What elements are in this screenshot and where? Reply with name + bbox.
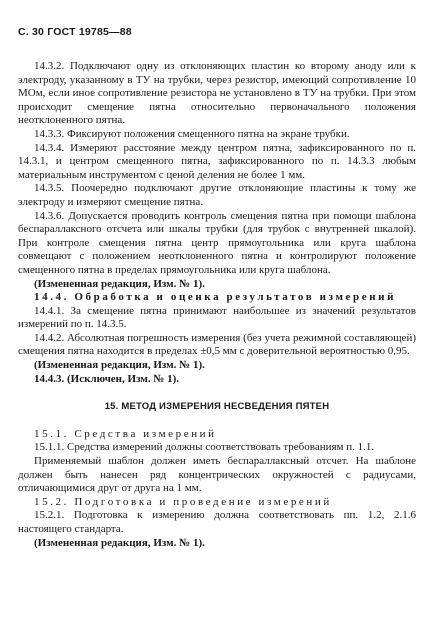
document-body <box>18 60 416 550</box>
subsection-heading-15-1: 15.1. Средства измерений <box>34 427 217 440</box>
paragraph-14-3-5: 14.3.5. Поочередно подключают другие отклоняющие пластины к тому же электроду и измеряют смещение пятна. <box>18 182 416 208</box>
paragraph-15-1-1: 15.1.1. Средства измерений должны соответствовать требованиям п. 1.1. <box>34 441 375 454</box>
paragraph-14-3-4: 14.3.4. Измеряют расстояние между центром пятна, зафиксированного по п. 14.3.1, и центром смещенного пятна, зафиксированного по п. 14.3.3 любым материальным инструментом с ценой деления не более 1 мм. <box>18 141 416 181</box>
amendment-note: (Измененная редакция, Изм. № 1). <box>34 536 205 549</box>
paragraph-15-2-1: 15.2.1. Подготовка к измерению должна соответствовать пп. 1.2, 2.1.6 настоящего стандарта. <box>18 509 416 535</box>
paragraph-14-3-3: 14.3.3. Фиксируют положения смещенного пятна на экране трубки. <box>34 127 350 140</box>
subsection-heading-15-2: 15.2. Подготовка и проведение измерений <box>34 495 332 508</box>
subsection-heading-14-4: 14.4. Обработка и оценка результатов измерений <box>34 291 397 304</box>
section-title-15: 15. МЕТОД ИЗМЕРЕНИЯ НЕСВЕДЕНИЯ ПЯТЕН <box>104 401 330 413</box>
paragraph-14-4-1: 14.4.1. За смещение пятна принимают наибольшее из значений результатов измерений по п. 14.3.5. <box>18 304 416 331</box>
paragraph-template-requirements: Применяемый шаблон должен иметь беспараллаксный отсчет. На шаблоне должен быть нанесен ряд концентрических окружностей с радиусами, отличающимися друг от друга на 1 мм. <box>18 455 416 495</box>
paragraph-14-4-2: 14.4.2. Абсолютная погрешность измерения (без учета режимной составляющей) смещения пятна находится в пределах ±0,5 мм с доверительной вероятностью 0,95. <box>18 331 416 358</box>
paragraph-14-3-2: 14.3.2. Подключают одну из отклоняющих пластин ко второму аноду или к электроду, указанному в ТУ на трубки, через резистор, имеющий сопротивление 10 МОм, если иное сопротивление резистора не установлено в ТУ на трубки. При этом происходит смещение пятна относительно первоначального положения неотклоненного пятна. <box>18 60 416 127</box>
page-header: С. 30 ГОСТ 19785—88 <box>18 26 132 38</box>
paragraph-14-4-3: 14.4.3. (Исключен, Изм. № 1). <box>34 372 180 385</box>
paragraph-14-3-6: 14.3.6. Допускается проводить контроль смещения пятна при помощи шаблона беспараллаксного отсчета или шкалы трубки (для трубок с внутренней шкалой). При контроле смещения пятна центр прямоугольника или круга шаблона совмещают с положением неотклоненного пятна и контролируют положение смещенного пятна в пределах прямоугольника или круга шаблона. <box>18 209 416 276</box>
amendment-note: (Измененная редакция, Изм. № 1). <box>34 359 205 372</box>
amendment-note: (Измененная редакция, Изм. № 1). <box>34 277 205 290</box>
